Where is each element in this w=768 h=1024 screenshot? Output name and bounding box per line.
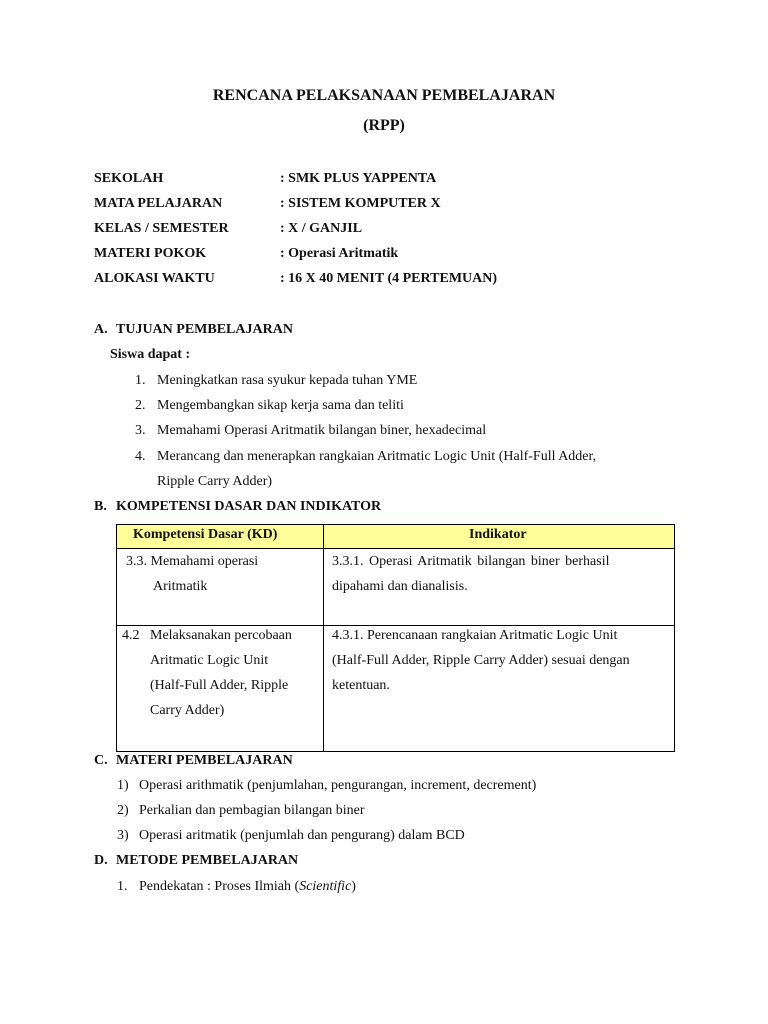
list-text: Operasi arithmatik (penjumlahan, pengurangan, increment, decrement) <box>139 778 537 793</box>
info-label: KELAS / SEMESTER <box>94 221 229 236</box>
info-value: : Operasi Aritmatik <box>280 246 399 261</box>
list-text-prefix: Pendekatan : Proses Ilmiah ( <box>139 879 300 894</box>
list-text: Meningkatkan rasa syukur kepada tuhan YME <box>157 373 418 388</box>
list-number: 1. <box>135 373 146 388</box>
competency-table <box>116 524 675 752</box>
info-row-alokasi-waktu <box>94 271 714 296</box>
section-a-intro: Siswa dapat : <box>110 347 191 362</box>
section-letter: A. <box>94 322 108 337</box>
list-item <box>135 373 417 389</box>
list-item <box>117 803 364 819</box>
list-number: 1) <box>117 778 129 793</box>
section-title: KOMPETENSI DASAR DAN INDIKATOR <box>116 499 382 514</box>
list-text-italic: Scientific <box>299 879 352 894</box>
cell-line: 4.2 Melaksanakan percobaan <box>122 628 292 643</box>
cell-line: Carry Adder) <box>150 703 225 718</box>
cell-line: (Half-Full Adder, Ripple Carry Adder) sesuai dengan <box>332 653 630 668</box>
section-letter: B. <box>94 499 107 514</box>
info-row-kelas-semester <box>94 221 714 246</box>
info-row-materi-pokok <box>94 246 714 271</box>
section-a-heading <box>94 322 293 338</box>
cell-line: 3.3.1. Operasi Aritmatik bilangan biner berhasil <box>332 554 610 569</box>
info-label: MATA PELAJARAN <box>94 196 223 211</box>
table-cell-indikator-1 <box>332 549 668 599</box>
document-subtitle: (RPP) <box>363 117 405 134</box>
list-text-suffix: ) <box>351 879 356 894</box>
identity-block <box>94 171 714 296</box>
cell-line: 3.3. Memahami operasi <box>126 554 259 569</box>
info-value: : 16 X 40 MENIT (4 PERTEMUAN) <box>280 271 498 286</box>
section-letter: C. <box>94 753 108 768</box>
table-header-kd: Kompetensi Dasar (KD) <box>133 527 278 542</box>
list-number: 4. <box>135 449 146 464</box>
table-header-indikator: Indikator <box>469 527 527 542</box>
table-cell-indikator-2 <box>332 623 668 698</box>
section-b-heading <box>94 499 381 515</box>
info-value: : X / GANJIL <box>280 221 363 236</box>
info-value: : SMK PLUS YAPPENTA <box>280 171 437 186</box>
list-number: 3) <box>117 828 129 843</box>
info-row-sekolah <box>94 171 714 196</box>
cell-line: ketentuan. <box>332 678 390 693</box>
cell-line: dipahami dan dianalisis. <box>332 579 468 594</box>
info-row-mata-pelajaran <box>94 196 714 221</box>
section-title: MATERI PEMBELAJARAN <box>116 753 293 768</box>
list-text: Operasi aritmatik (penjumlah dan pengurang) dalam BCD <box>139 828 465 843</box>
table-header-row <box>117 525 674 549</box>
section-title: TUJUAN PEMBELAJARAN <box>116 322 293 337</box>
table-column-divider <box>323 525 324 751</box>
list-item <box>117 778 536 794</box>
list-text: Merancang dan menerapkan rangkaian Aritmatic Logic Unit (Half-Full Adder, <box>157 449 597 464</box>
section-title: METODE PEMBELAJARAN <box>116 853 299 868</box>
list-text: Mengembangkan sikap kerja sama dan teliti <box>157 398 404 413</box>
list-text: Memahami Operasi Aritmatik bilangan biner, hexadecimal <box>157 423 487 438</box>
section-c-heading <box>94 753 293 769</box>
list-item <box>117 828 465 844</box>
cell-line: 4.3.1. Perencanaan rangkaian Aritmatic Logic Unit <box>332 628 618 643</box>
document-title: RENCANA PELAKSANAAN PEMBELAJARAN <box>212 87 556 104</box>
cell-line: Aritmatic Logic Unit <box>150 653 269 668</box>
list-text: Perkalian dan pembagian bilangan biner <box>139 803 365 818</box>
table-cell-kd-1 <box>126 549 258 599</box>
list-item <box>117 879 356 895</box>
info-label: SEKOLAH <box>94 171 164 186</box>
list-number: 2. <box>135 398 146 413</box>
list-item <box>135 423 486 439</box>
table-cell-kd-2 <box>122 623 292 723</box>
list-item <box>135 449 596 465</box>
list-number: 1. <box>117 879 128 894</box>
list-item <box>135 398 404 414</box>
section-d-heading <box>94 853 298 869</box>
list-item-continuation: Ripple Carry Adder) <box>157 474 273 489</box>
list-number: 2) <box>117 803 129 818</box>
info-label: MATERI POKOK <box>94 246 207 261</box>
cell-line: Aritmatik <box>153 579 208 594</box>
info-value: : SISTEM KOMPUTER X <box>280 196 441 211</box>
section-letter: D. <box>94 853 108 868</box>
cell-line: (Half-Full Adder, Ripple <box>150 678 289 693</box>
list-number: 3. <box>135 423 146 438</box>
info-label: ALOKASI WAKTU <box>94 271 215 286</box>
